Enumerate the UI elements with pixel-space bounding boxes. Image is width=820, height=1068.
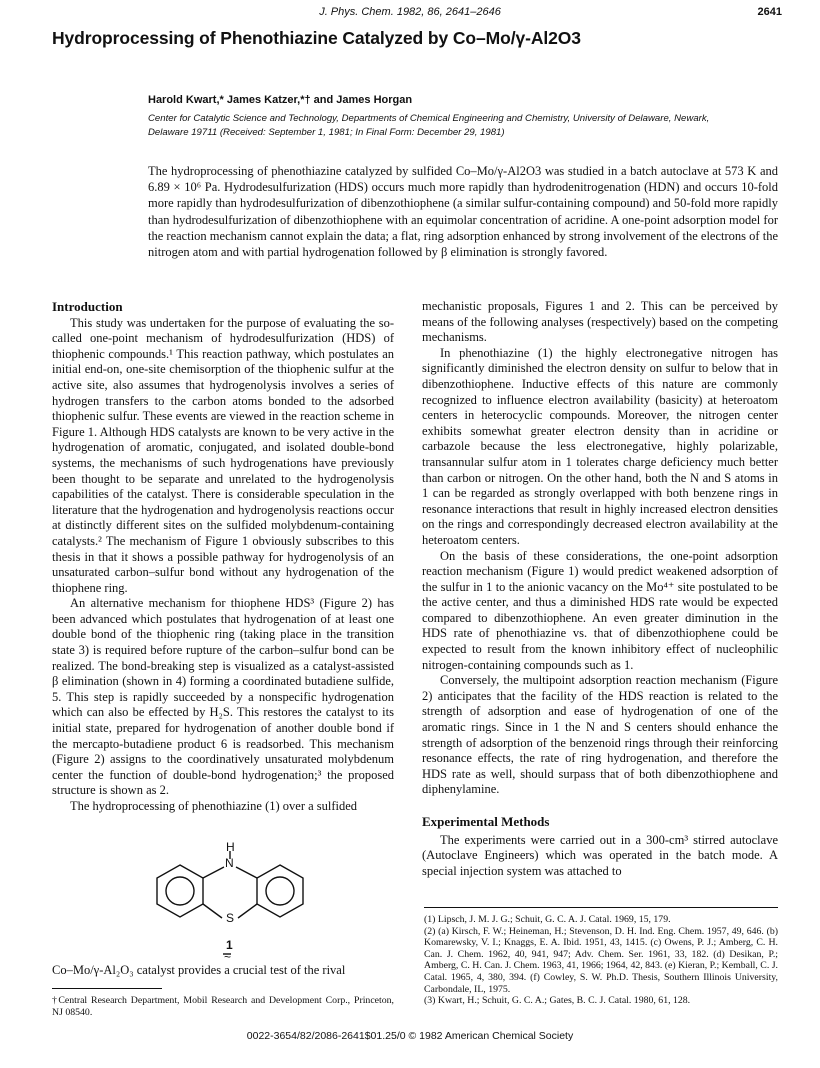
abstract: The hydroprocessing of phenothiazine catalyzed by sulfided Co–Mo/γ-Al2O3 was studied in a batch autoclave at 573 K and 6.89 × 10⁶ Pa. Hydrodesulfurization (HDS) occurs much more rapidly than hydrodenitrogenation (HDN) and occurs 10-fold more rapidly than hydrodesulfurization of dibenzothiophene (a similar sulfur-containing compound) and 50-fold more rapidly than hydrodesulfurization of dibenzothiophene with an equimolar concentration of acridine. A one-point adsorption model for the reaction mechanism cannot explain the data; a flat, ring adsorption enhanced by strong involvement of the electrons of the nitrogen atom and with partial hydrogenation followed by β elimination is strongly favored. bbox=[148, 164, 778, 260]
running-head: J. Phys. Chem. 1982, 86, 2641–2646 bbox=[319, 6, 501, 18]
reference-item: (3) Kwart, H.; Schuit, G. C. A.; Gates, B. C. J. Catal. 1980, 61, 128. bbox=[424, 995, 691, 1007]
atom-n-label: N bbox=[225, 856, 234, 870]
tilde-mark: ~ bbox=[224, 950, 232, 964]
left-column bbox=[52, 299, 394, 815]
page-number: 2641 bbox=[757, 6, 782, 18]
reference-item: (1) Lipsch, J. M. J. G.; Schuit, G. C. A. J. Catal. 1969, 15, 179. bbox=[424, 914, 671, 925]
reference-list bbox=[424, 914, 778, 1007]
affiliation: Center for Catalytic Science and Technology, Departments of Chemical Engineering and Chemistry, University of Delaware, Newark, Delaware 19711 (Received: September 1, 1981; In Final Form: December 29, 1981) bbox=[148, 113, 710, 138]
author-footnote bbox=[52, 995, 394, 1018]
paragraph: The experiments were carried out in a 300-cm³ stirred autoclave (Autoclave Engineers) which was operated in the batch mode. A special injection system was attached to bbox=[422, 832, 778, 878]
article-title: Hydroprocessing of Phenothiazine Catalyzed by Co–Mo/γ-Al2O3 bbox=[52, 28, 581, 48]
section-heading-introduction: Introduction bbox=[52, 299, 123, 314]
page-footer: 0022-3654/82/2086-2641$01.25/0 © 1982 American Chemical Society bbox=[246, 1030, 574, 1042]
compound-number: 1 bbox=[226, 938, 233, 952]
section-heading-experimental: Experimental Methods bbox=[422, 814, 550, 829]
atom-h-label: H bbox=[226, 840, 235, 854]
paragraph: Conversely, the multipoint adsorption reaction mechanism (Figure 2) anticipates that the facility of the HDS reaction is related to the strength of adsorption and ease of hydrogenation of one of the aromatic rings. Since in 1 the N and S centers should enhance the strength of adsorption of the benzenoid rings through their reinforcing resonance effects, the rate of ring hydrogenation, and therefore the HDS rate as well, should surpass that of both dibenzothiophene and diphenylamine. bbox=[422, 673, 778, 797]
paragraph: An alternative mechanism for thiophene HDS³ (Figure 2) has been advanced which postulates that hydrogenation of at least one double bond of the thiophenic ring (taking place in the transition state 3) is required before rupture of the carbon–sulfur bond can be realized. The bond-breaking step is visualized as a catalyst-assisted β elimination (shown in 4) forming a coordinated butadiene sulfide, 5. This step is rapidly succeeded by a nonspecific hydrogenation which can also be effected by H₂S. This restores the catalyst to its initial state, prepared for hydrogenation of another double bond if the mercapto-butadiene product 6 is readsorbed. This mechanism (Figure 2) assigns to the coordinatively unsaturated molybdenum center the function of double-bond hydrogenation;³ the proposed structure is shown as 2. bbox=[52, 596, 394, 798]
paragraph: mechanistic proposals, Figures 1 and 2. This can be perceived by means of the following analyses (respectively) based on the competing mechanisms. bbox=[422, 299, 778, 345]
reference-item: (2) (a) Kirsch, F. W.; Heineman, H.; Stevenson, D. H. Ind. Eng. Chem. 1957, 49, 646. (b) Komarewsky, V. I.; Knaggs, E. A. Ibid. 1951, 43, 1415. (c) Owens, P. J.; Amberg, C. H. Can. J. Chem. 1962, 40, 941, 947; Adv. Chem. Ser. 1961, 33, 182. (d) Desikan, P.; Amberg, C. H. Can. J. Chem. 1963, 41, 1966; 1964, 42, 843. (e) Kieran, P.; Kemball, C. J. Catal. 1965, 4, 380, 394. (f) Cowley, S. W. Ph.D. Thesis, Southern Illinois University, Carbondale, IL, 1975. bbox=[424, 925, 778, 995]
paragraph: This study was undertaken for the purpose of evaluating the so-called one-point mechanism of hydrodesulfurization (HDS) of thiophenic compounds.¹ This reaction pathway, which postulates an initial end-on, one-site chemisorption of the thiophenic sulfur at the active site, also assumes that hydrogenolysis involves a series of hydrogen transfers to the carbon atoms bonded to the adsorbed thiophenic sulfur. These events are viewed in the reaction scheme in Figure 1. Although HDS catalysts are known to be very active in the hydrogenation of aromatic, conjugated, and isolated double-bond systems, the mechanisms of such hydrogenations have previously been thought to be separate and unrelated to the hydrogenolysis capabilities of the catalyst. There is considerable speculation in the literature that the hydrogenation and hydrogenolysis reactions occur at distinctly different sites on the sulfided molybdenum-containing catalysts.² The mechanism of Figure 1 obviously subscribes to this thesis in that it shows a possible pathway for hydrogenolysis of an unsaturated carbon–sulfur bond without any hydrogenation of the thiophene ring. bbox=[52, 315, 394, 595]
footnote-rule bbox=[52, 988, 162, 989]
paragraph: The hydroprocessing of phenothiazine (1) over a sulfided bbox=[70, 799, 358, 813]
atom-s-label: S bbox=[226, 911, 235, 925]
right-column bbox=[422, 299, 778, 879]
footnote-text: †Central Research Department, Mobil Research and Development Corp., Princeton, NJ 08540. bbox=[52, 995, 394, 1018]
paragraph: In phenothiazine (1) the highly electronegative nitrogen has significantly diminished the electron density on sulfur to below that in dibenzothiophene. Inductive effects of this nature are commonly recognized to influence electron availability (basicity) at heteroatom centers in heterocyclic compounds. Moreover, the nitrogen center exhibits somewhat greater electron density than in acridine or carbazole because the less electronegative, highly polarizable, transannular sulfur atom in 1 tolerates charge deficiency much better than carbon or nitrogen. On the other hand, both the N and S atoms in 1 can be regarded as strongly overlapped with both benzene rings in resonance interactions that result in highly increased electron densities on the rings and correspondingly decreased electron availability at the heteroatom centers. bbox=[422, 345, 778, 547]
author-list: Harold Kwart,* James Katzer,*† and James Horgan bbox=[148, 94, 413, 106]
paragraph-continued: Co–Mo/γ-Al₂O₃ catalyst provides a crucial test of the rival bbox=[52, 963, 346, 977]
references-rule bbox=[424, 907, 778, 908]
paragraph: On the basis of these considerations, the one-point adsorption reaction mechanism (Figure 1) would predict weakened adsorption of the sulfur in 1 to the anionic vacancy on the Mo⁴⁺ site postulated to be the active center, and thus a diminished HDS rate would be expected compared to dibenzothiophene. An even greater diminution in the HDS rate of phenothiazine vs. that of dibenzothiophene could be expected to result from the known inhibitory effect of nucleophilic nitrogen-containing compounds such as 1. bbox=[422, 548, 778, 672]
